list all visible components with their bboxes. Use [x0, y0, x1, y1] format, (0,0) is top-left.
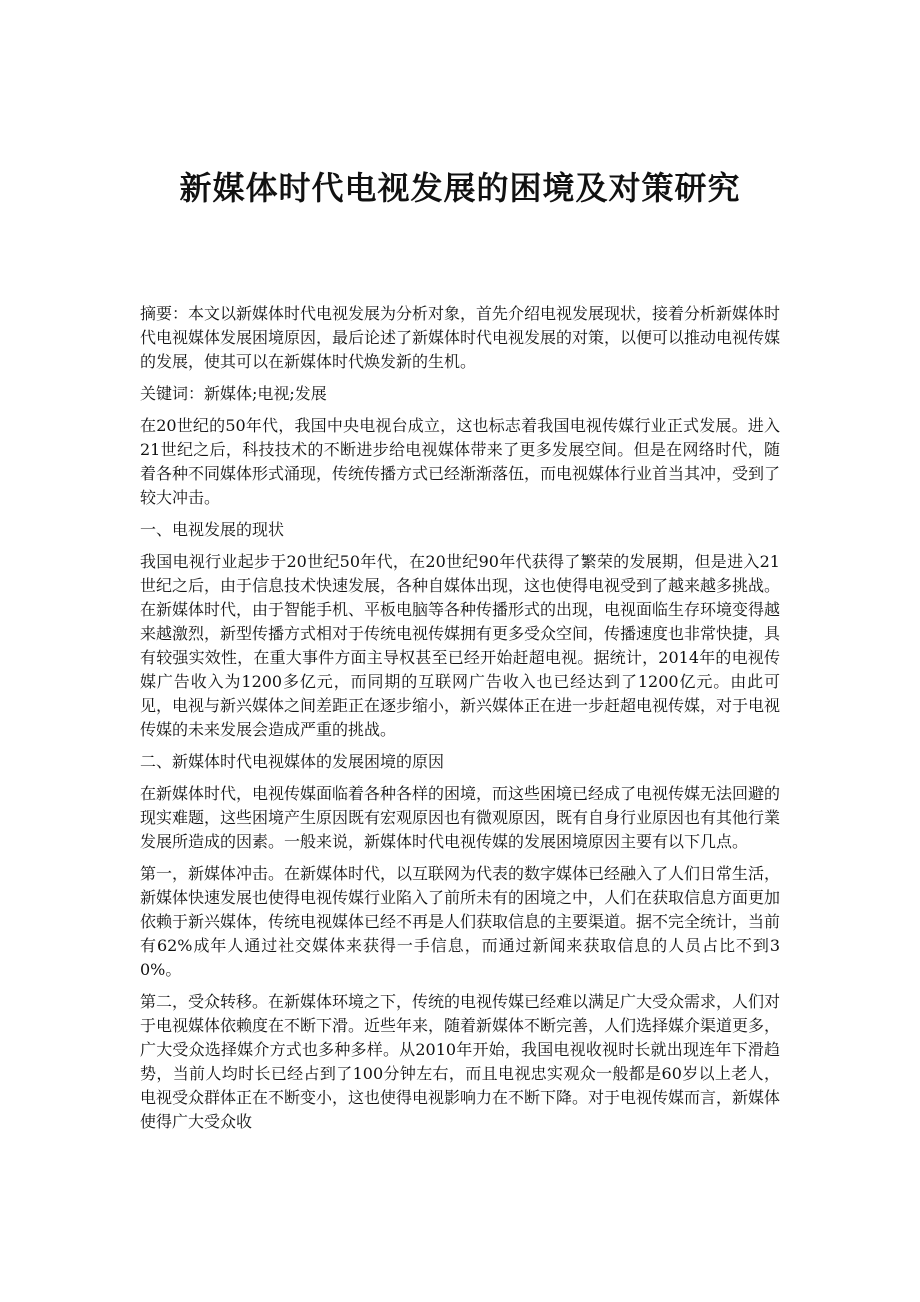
document-body [140, 302, 780, 1142]
section-1-paragraph: 我国电视行业起步于20世纪50年代，在20世纪90年代获得了繁荣的发展期，但是进入21世纪之后，由于信息技术快速发展，各种自媒体出现，这也使得电视受到了越来越多挑战。在新媒体时代，由于智能手机、平板电脑等各种传播形式的出现，电视面临生存环境变得越来越激烈，新型传播方式相对于传统电视传媒拥有更多受众空间，传播速度也非常快捷，具有较强实效性，在重大事件方面主导权甚至已经开始赶超电视。据统计，2014年的电视传媒广告收入为1200多亿元，而同期的互联网广告收入也已经达到了1200亿元。由此可见，电视与新兴媒体之间差距正在逐步缩小，新兴媒体正在进一步赶超电视传媒，对于电视传媒的未来发展会造成严重的挑战。 [140, 552, 781, 739]
section-heading-2: 二、新媒体时代电视媒体的发展困境的原因 [140, 752, 445, 771]
point-1-paragraph: 第一，新媒体冲击。在新媒体时代，以互联网为代表的数字媒体已经融入了人们日常生活，新媒体快速发展也使得电视传媒行业陷入了前所未有的困境之中，人们在获取信息方面更加依赖于新兴媒体，传统电视媒体已经不再是人们获取信息的主要渠道。据不完全统计，当前有62%成年人通过社交媒体来获得一手信息，而通过新闻来获取信息的人员占比不到30%。 [140, 864, 781, 979]
document-title: 新媒体时代电视发展的困境及对策研究 [179, 169, 741, 207]
section-heading-1: 一、电视发展的现状 [140, 520, 285, 539]
section-2-paragraph: 在新媒体时代，电视传媒面临着各种各样的困境，而这些困境已经成了电视传媒无法回避的现实难题，这些困境产生原因既有宏观原因也有微观原因，既有自身行业原因也有其他行業发展所造成的因素。一般来说，新媒体时代电视传媒的发展困境原因主要有以下几点。 [140, 784, 781, 851]
abstract-paragraph: 摘要：本文以新媒体时代电视发展为分析对象，首先介绍电视发展现状，接着分析新媒体时代电视媒体发展困境原因，最后论述了新媒体时代电视发展的对策，以便可以推动电视传媒的发展，使其可以在新媒体时代焕发新的生机。 [140, 304, 781, 371]
intro-paragraph: 在20世纪的50年代，我国中央电视台成立，这也标志着我国电视传媒行业正式发展。进入21世纪之后，科技技术的不断进步给电视媒体带来了更多发展空间。但是在网络时代，随着各种不同媒体形式涌现，传统传播方式已经渐渐落伍，而电视媒体行业首当其冲，受到了较大冲击。 [140, 416, 781, 507]
point-2-paragraph: 第二，受众转移。在新媒体环境之下，传统的电视传媒已经难以满足广大受众需求，人们对于电视媒体依赖度在不断下滑。近些年来，随着新媒体不断完善，人们选择媒介渠道更多，广大受众选择媒介方式也多种多样。从2010年开始，我国电视收视时长就出现连年下滑趋势，当前人均时长已经占到了100分钟左右，而且电视忠实观众一般都是60岁以上老人，电视受众群体正在不断变小，这也使得电视影响力在不断下降。对于电视传媒而言，新媒体使得广大受众收 [140, 992, 781, 1131]
keywords-line: 关键词：新媒体;电视;发展 [140, 384, 327, 403]
